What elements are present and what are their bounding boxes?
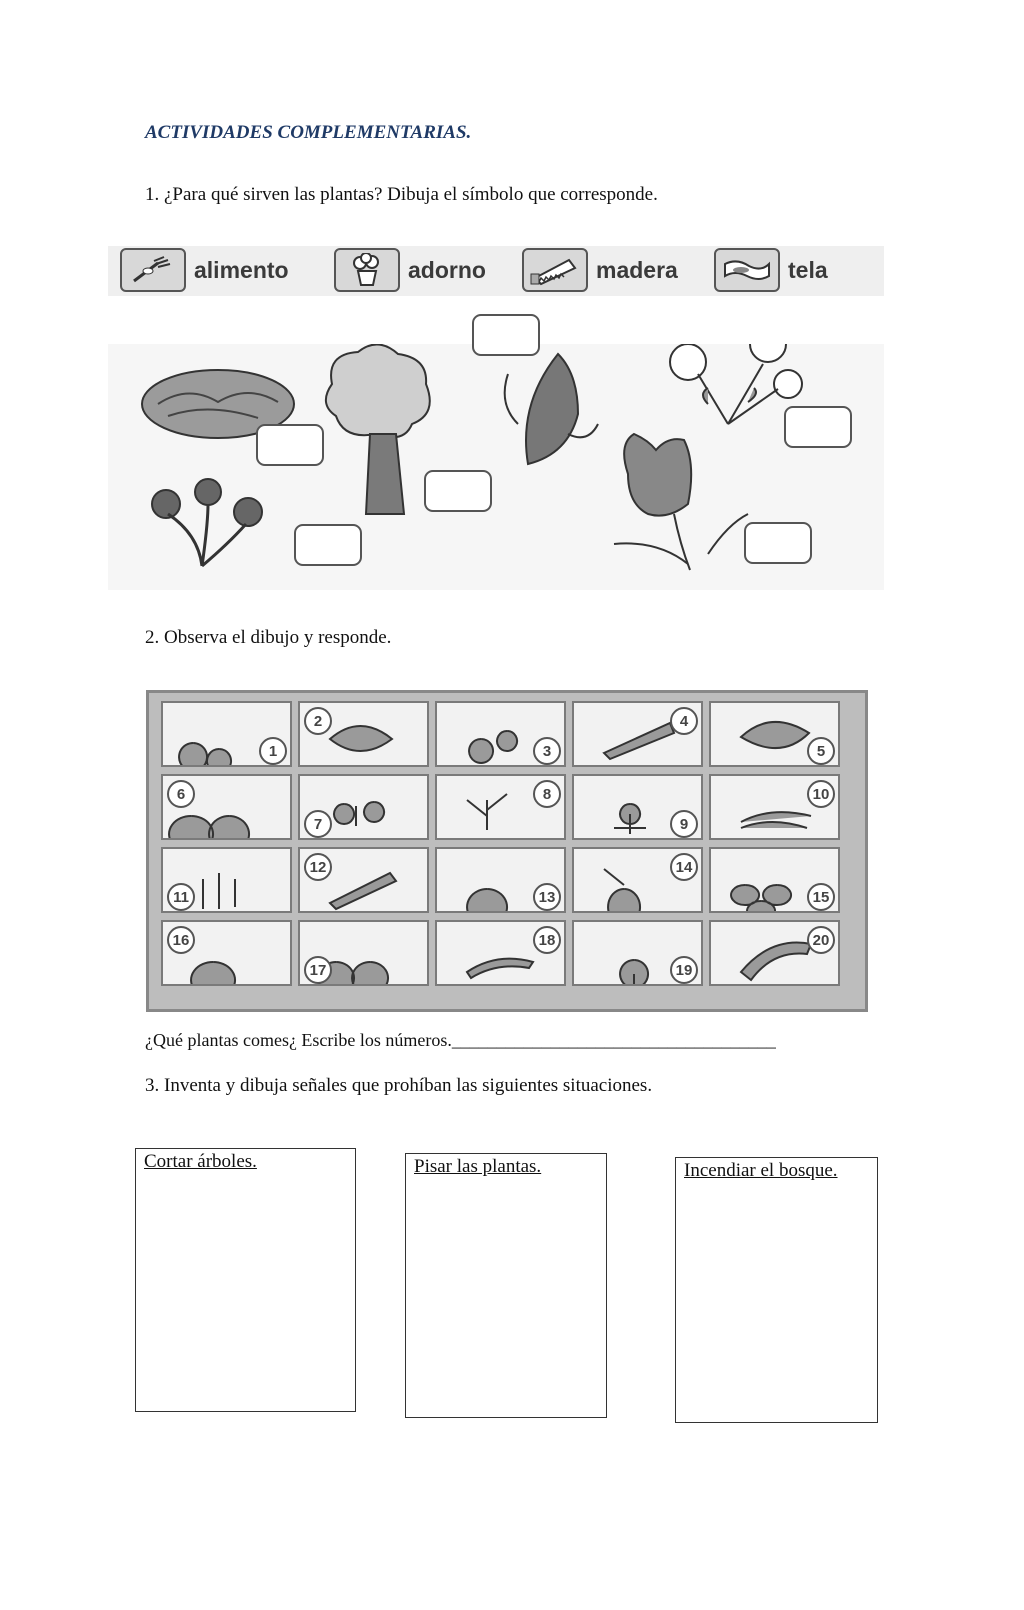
grid-number: 3 [533,737,561,765]
legend-adorno [334,246,486,294]
grid-number: 13 [533,883,561,911]
grid-cell-11 [161,847,292,913]
grid-cell-4 [572,701,703,767]
tulip-icon [614,434,748,570]
fork-spoon-icon [120,248,186,292]
grid-number: 20 [807,926,835,954]
grid-cell-20 [709,920,840,986]
grid-cell-10 [709,774,840,840]
legend-madera [522,246,678,294]
grid-number: 5 [807,737,835,765]
answer-box[interactable] [784,406,852,448]
legend-label: tela [788,256,828,283]
grid-number: 2 [304,707,332,735]
grid-number: 1 [259,737,287,765]
grid-cell-6 [161,774,292,840]
answer-box[interactable] [424,470,492,512]
plant-illustration [108,344,884,590]
grid-cell-16 [161,920,292,986]
grid-number: 8 [533,780,561,808]
grid-number: 4 [670,707,698,735]
grid-cell-14 [572,847,703,913]
grid-number: 19 [670,956,698,984]
question-1: 1. ¿Para qué sirven las plantas? Dibuja el símbolo que corresponde. [145,184,658,205]
grid-number: 14 [670,853,698,881]
grid-cell-8 [435,774,566,840]
grid-cell-7 [298,774,429,840]
grid-cell-19 [572,920,703,986]
grid-number: 12 [304,853,332,881]
grid-cell-5 [709,701,840,767]
question-2-prompt: ¿Qué plantas comes¿ Escribe los números.____________________________________ [145,1030,776,1050]
sign-box-pisar[interactable] [405,1153,607,1418]
sign-label: Cortar árboles. [144,1151,257,1172]
grid-number: 7 [304,810,332,838]
sign-box-incendiar[interactable] [675,1157,878,1423]
grid-number: 9 [670,810,698,838]
corn-icon [505,354,598,464]
grid-cell-3 [435,701,566,767]
legend-label: adorno [408,256,486,283]
grid-number: 17 [304,956,332,984]
grid-cell-15 [709,847,840,913]
legend-tela [714,246,828,294]
grid-number: 11 [167,883,195,911]
sign-label: Incendiar el bosque. [684,1160,838,1181]
grid-cell-1 [161,701,292,767]
cotton-icon [670,344,802,424]
answer-box[interactable] [256,424,324,466]
grid-cell-17 [298,920,429,986]
question-3: 3. Inventa y dibuja señales que prohíban las siguientes situaciones. [145,1075,653,1096]
roses-icon [152,479,262,566]
sign-label: Pisar las plantas. [414,1156,542,1177]
grid-cell-9 [572,774,703,840]
legend-alimento [120,246,289,294]
flower-pot-icon [334,248,400,292]
tree-icon [326,344,430,514]
grid-number: 16 [167,926,195,954]
sign-box-cortar[interactable] [135,1148,356,1412]
legend-label: madera [596,256,678,283]
grid-number: 6 [167,780,195,808]
page-title: ACTIVIDADES COMPLEMENTARIAS. [145,122,472,143]
grid-number: 18 [533,926,561,954]
symbol-legend [108,246,884,296]
grid-number: 10 [807,780,835,808]
question-2: 2. Observa el dibujo y responde. [145,627,392,648]
grid-number: 15 [807,883,835,911]
answer-box[interactable] [472,314,540,356]
grid-cell-2 [298,701,429,767]
legend-label: alimento [194,256,289,283]
grid-cell-13 [435,847,566,913]
saw-icon [522,248,588,292]
fabric-icon [714,248,780,292]
grid-cell-12 [298,847,429,913]
answer-box[interactable] [294,524,362,566]
plant-grid [146,690,868,1012]
answer-box[interactable] [744,522,812,564]
grid-cell-18 [435,920,566,986]
